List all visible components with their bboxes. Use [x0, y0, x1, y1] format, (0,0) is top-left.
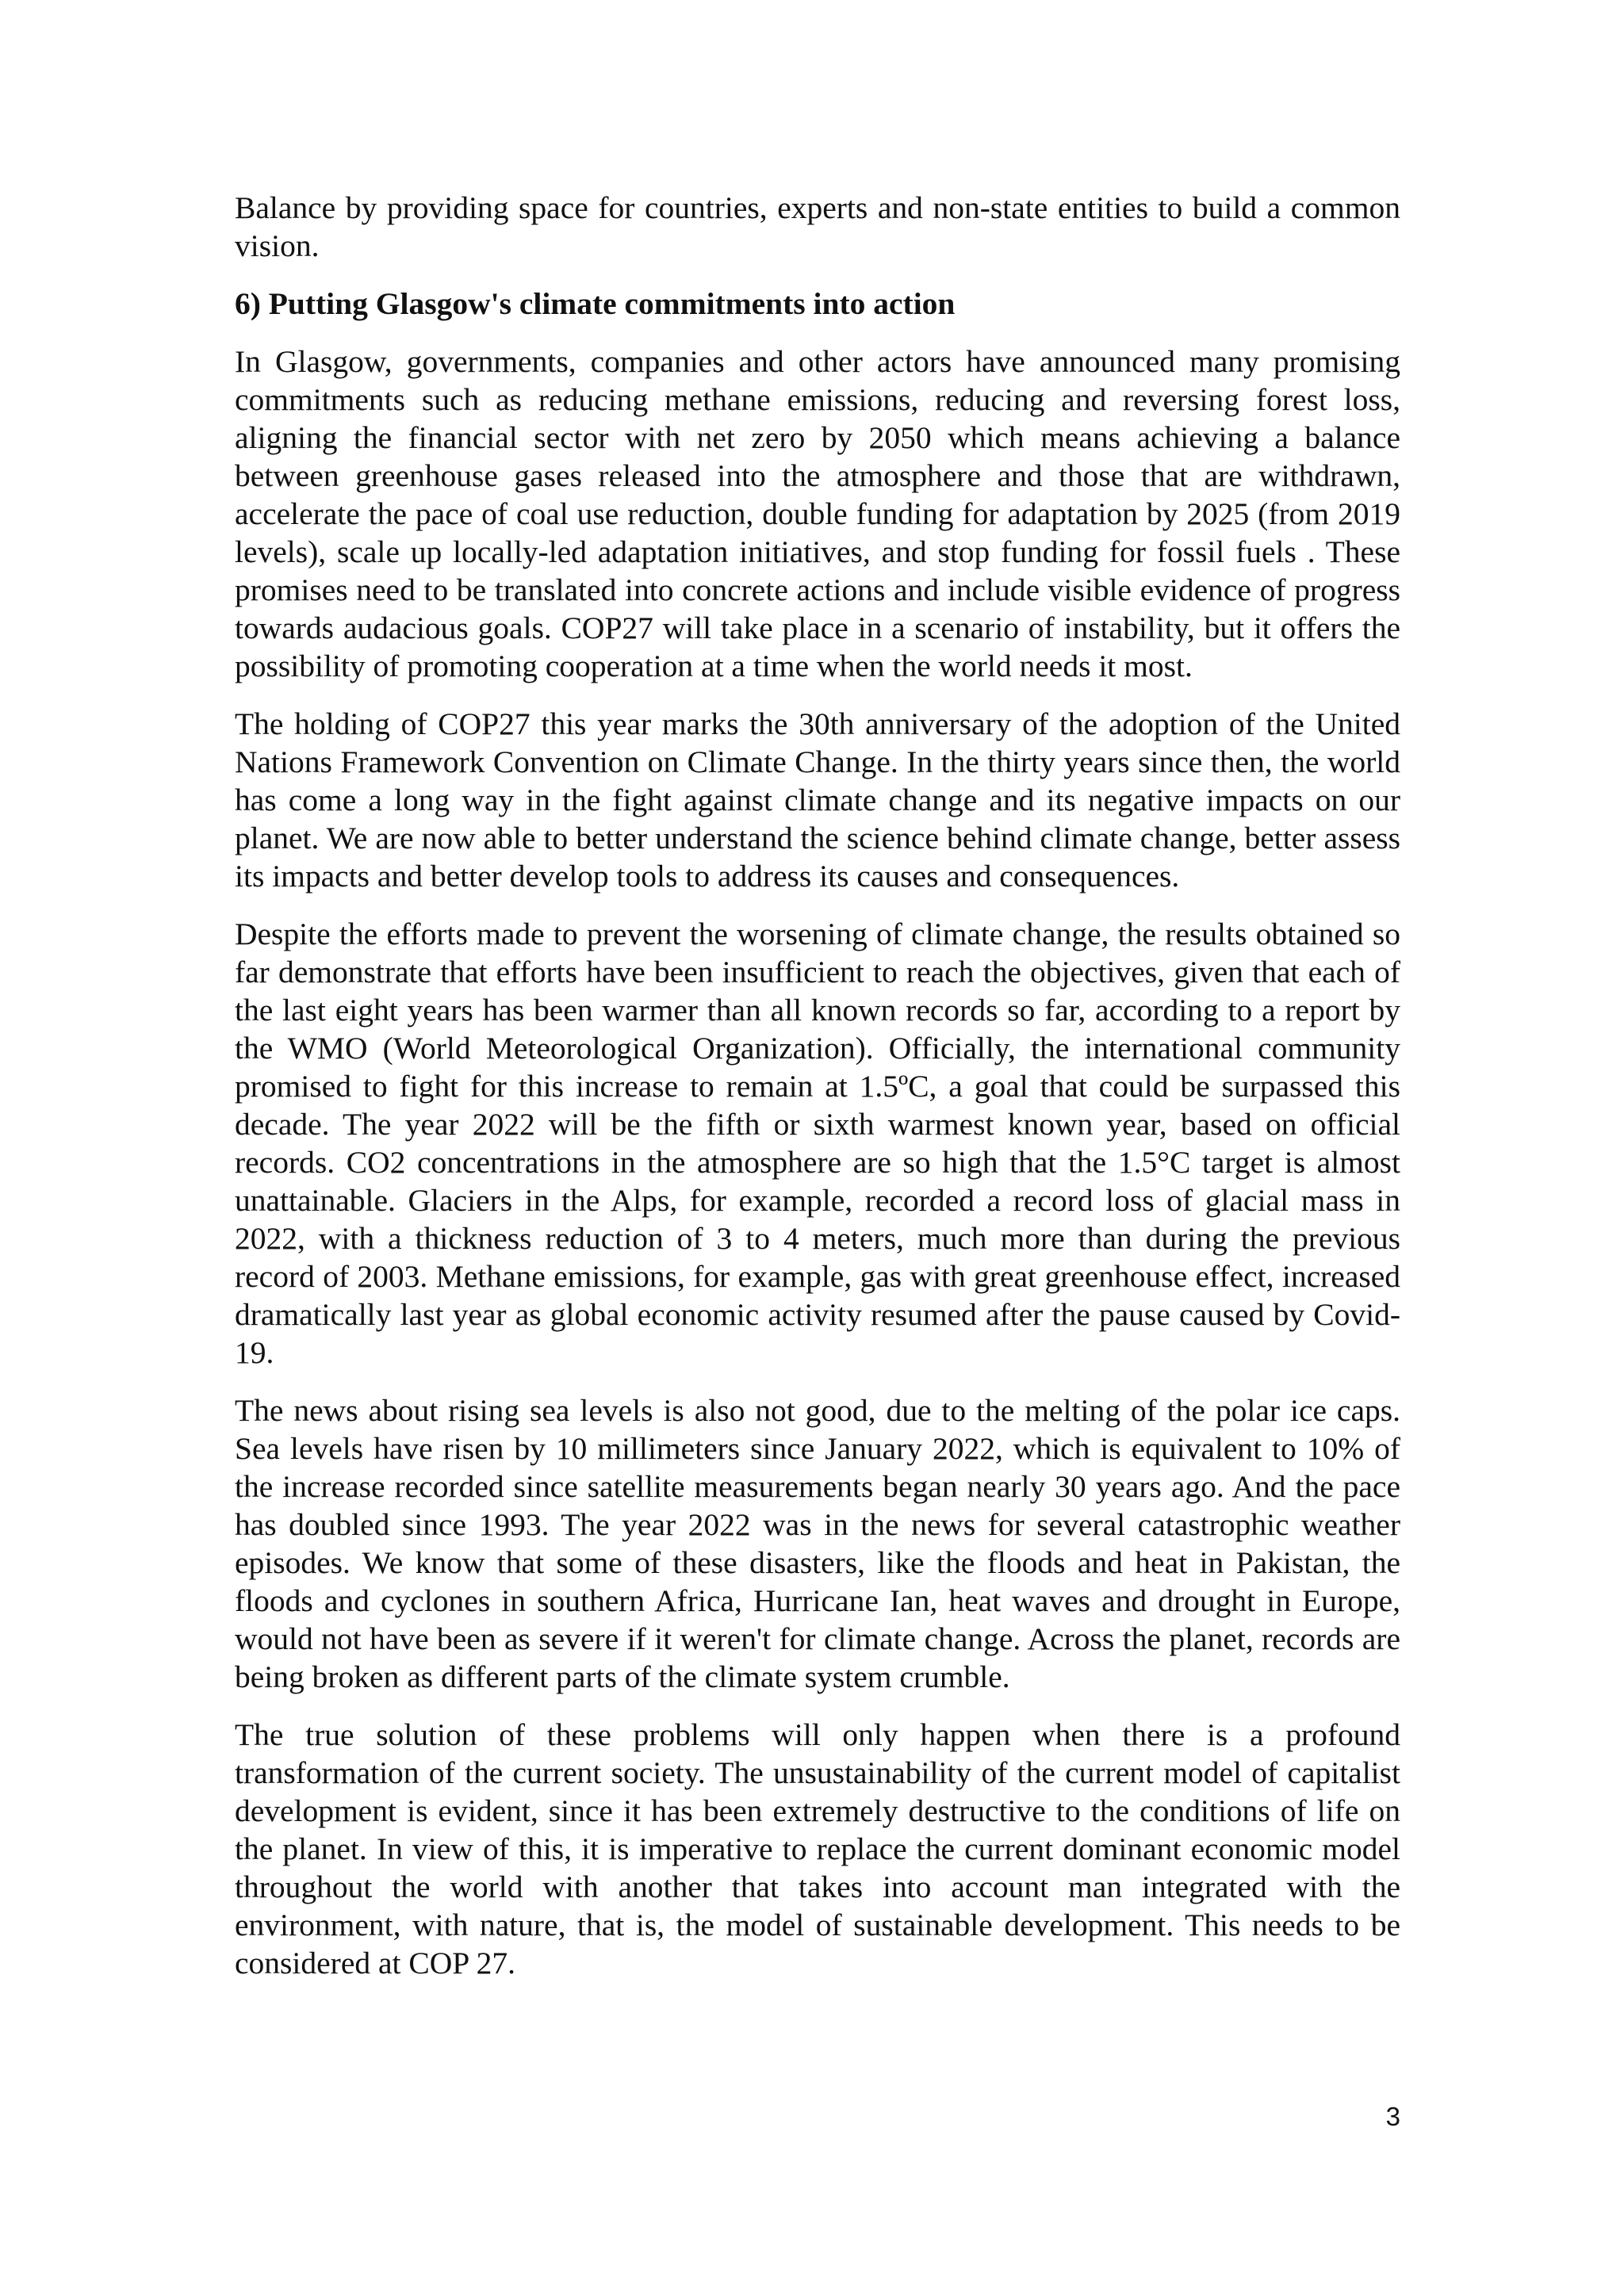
body-paragraph: The news about rising sea levels is also not good, due to the melting of the polar ice caps. Sea levels have risen by 10 millimeters since January 2022, which is equivalent to 10% of the increase recorded since satellite measurements began nearly 30 years ago. And the pace has doubled since 1993. The year 2022 was in the news for several catastrophic weather episodes. We know that some of these disasters, like the floods and heat in Pakistan, the floods and cyclones in southern Africa, Hurricane Ian, heat waves and drought in Europe, would not have been as severe if it weren't for climate change. Across the planet, records are being broken as different parts of the climate system crumble. — [235, 1393, 1400, 1694]
body-paragraph: The holding of COP27 this year marks the 30th anniversary of the adoption of the United Nations Framework Convention on Climate Change. In the thirty years since then, the world has come a long way in the fight against climate change and its negative impacts on our planet. We are now able to better understand the science behind climate change, better assess its impacts and better develop tools to address its causes and consequences. — [235, 706, 1400, 894]
body-paragraph: The true solution of these problems will only happen when there is a profound transformation of the current society. The unsustainability of the current model of capitalist development is evident, since it has been extremely destructive to the conditions of life on the planet. In view of this, it is imperative to replace the current dominant economic model throughout the world with another that takes into account man integrated with the environment, with nature, that is, the model of sustainable development. This needs to be considered at COP 27. — [235, 1717, 1400, 1980]
page-number: 3 — [1385, 2102, 1400, 2131]
body-paragraph: In Glasgow, governments, companies and other actors have announced many promising commitments such as reducing methane emissions, reducing and reversing forest loss, aligning the financial sector with net zero by 2050 which means achieving a balance between greenhouse gases released into the atmosphere and those that are withdrawn, accelerate the pace of coal use reduction, double funding for adaptation by 2025 (from 2019 levels), scale up locally-led adaptation initiatives, and stop funding for fossil fuels . These promises need to be translated into concrete actions and include visible evidence of progress towards audacious goals. COP27 will take place in a scenario of instability, but it offers the possibility of promoting cooperation at a time when the world needs it most. — [235, 344, 1400, 683]
page-body — [235, 189, 1400, 2002]
body-paragraph: Despite the efforts made to prevent the worsening of climate change, the results obtained so far demonstrate that efforts have been insufficient to reach the objectives, given that each of the last eight years has been warmer than all known records so far, according to a report by the WMO (World Meteorological Organization). Officially, the international community promised to fight for this increase to remain at 1.5ºC, a goal that could be surpassed this decade. The year 2022 will be the fifth or sixth warmest known year, based on official records. CO2 concentrations in the atmosphere are so high that the 1.5°C target is almost unattainable. Glaciers in the Alps, for example, recorded a record loss of glacial mass in 2022, with a thickness reduction of 3 to 4 meters, much more than during the previous record of 2003. Methane emissions, for example, gas with great greenhouse effect, increased dramatically last year as global economic activity resumed after the pause caused by Covid-19. — [235, 916, 1400, 1370]
section-heading: 6) Putting Glasgow's climate commitments into action — [235, 286, 956, 321]
paragraph-continuation: Balance by providing space for countries, experts and non-state entities to build a common vision. — [235, 190, 1400, 263]
